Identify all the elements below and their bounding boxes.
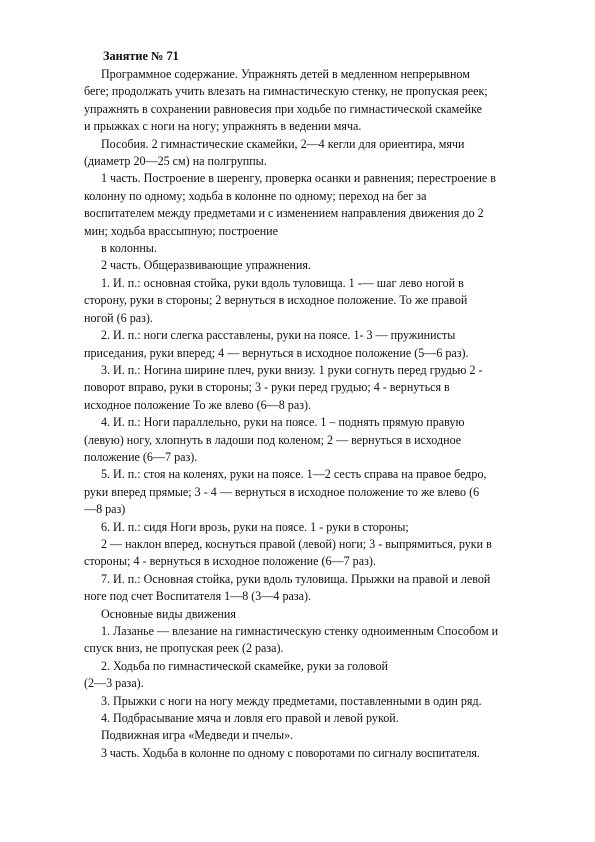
text-line: (2—3 раза). <box>84 676 144 691</box>
text-line: приседания, руки вперед; 4 — вернуться в исходное положение (5—6 раз). <box>84 345 469 360</box>
text-line: и прыжках с ноги на ногу; упражнять в ведении мяча. <box>84 119 362 134</box>
text-line: 1. Лазанье — влезание на гимнастическую стенку одноименным Способом и <box>100 624 499 638</box>
text-line: 7. И. п.: Основная стойка, руки вдоль туловища. Прыжки на правой и левой <box>100 571 491 586</box>
text-line: 2. И. п.: ноги слегка расставлены, руки на поясе. 1- 3 — пружинисты <box>100 328 456 343</box>
text-line: руки вперед прямые; 3 - 4 — вернуться в исходное положение то же влево (6 <box>84 484 480 499</box>
text-line: 3. И. п.: Ногина ширине плеч, руки внизу. 1 руки согнуть перед грудью 2 - <box>100 362 483 377</box>
text-line: 3 часть. Ходьба в колонне по одному с поворотами по сигналу воспитателя. <box>100 745 480 760</box>
text-line: 1 часть. Построение в шеренгу, проверка осанки и равнения; перестроение в <box>100 171 496 186</box>
text-line: —8 раз) <box>84 502 126 517</box>
text-line: ноге под счет Воспитателя 1—8 (3—4 раза). <box>84 589 312 604</box>
text-line: 3. Прыжки с ноги на ногу между предметами, поставленными в один ряд. <box>100 693 482 708</box>
text-line: положение (6—7 раз). <box>84 449 198 464</box>
text-line: беге; продолжать учить влезать на гимнастическую стенку, не пропуская реек; <box>84 84 488 99</box>
text-line: мин; ходьба врассыпную; построение <box>84 223 279 238</box>
text-line: сторону, руки в стороны; 2 вернуться в исходное положение. То же правой <box>84 293 468 308</box>
text-line: 2. Ходьба по гимнастической скамейке, руки за головой <box>100 658 389 673</box>
text-line: Подвижная игра «Медведи и пчелы». <box>100 728 294 743</box>
text-line: Пособия. 2 гимнастические скамейки, 2—4 кегли для ориентира, мячи <box>100 136 465 151</box>
text-line: исходное положение То же влево (6—8 раз). <box>84 397 312 412</box>
text-line: 2 — наклон вперед, коснуться правой (левой) ноги; 3 - выпрямиться, руки в <box>100 536 492 551</box>
text-line: Основные виды движения <box>100 606 236 621</box>
text-line: упражнять в сохранении равновесия при ходьбе по гимнастической скамейке <box>84 101 483 116</box>
text-line: стороны; 4 - вернуться в исходное положение (6—7 раз). <box>84 554 376 569</box>
text-line: (диаметр 20—25 см) на полгруппы. <box>84 154 267 169</box>
text-line: 6. И. п.: сидя Ноги врозь, руки на поясе. 1 - руки в стороны; <box>100 519 409 534</box>
text-line: в колонны. <box>100 241 157 256</box>
text-line: ногой (6 раз). <box>84 310 153 325</box>
text-line: Программное содержание. Упражнять детей в медленном непрерывном <box>100 67 470 81</box>
lesson-body <box>84 66 554 762</box>
text-line: 1. И. п.: основная стойка, руки вдоль туловища. 1 -— шаг лево ногой в <box>100 275 464 290</box>
text-line: 2 часть. Общеразвивающие упражнения. <box>100 258 311 273</box>
text-line: спуск вниз, не пропуская реек (2 раза). <box>84 641 284 656</box>
text-line: поворот вправо, руки в стороны; 3 - руки перед грудью; 4 - вернуться в <box>84 380 450 395</box>
text-line: 4. Подбрасывание мяча и ловля его правой и левой рукой. <box>100 711 399 726</box>
text-line: воспитателем между предметами и с изменением направления движения до 2 <box>84 206 484 221</box>
lesson-title: Занятие № 71 <box>103 49 179 63</box>
text-line: (левую) ногу, хлопнуть в ладоши под коленом; 2 — вернуться в исходное <box>84 432 462 447</box>
text-line: колонну по одному; ходьба в колонне по одному; переход на бег за <box>84 188 427 203</box>
text-line: 5. И. п.: стоя на коленях, руки на поясе. 1—2 сесть справа на правое бедро, <box>100 467 487 482</box>
text-line: 4. И. п.: Ноги параллельно, руки на поясе. 1 – поднять прямую правую <box>100 415 465 430</box>
